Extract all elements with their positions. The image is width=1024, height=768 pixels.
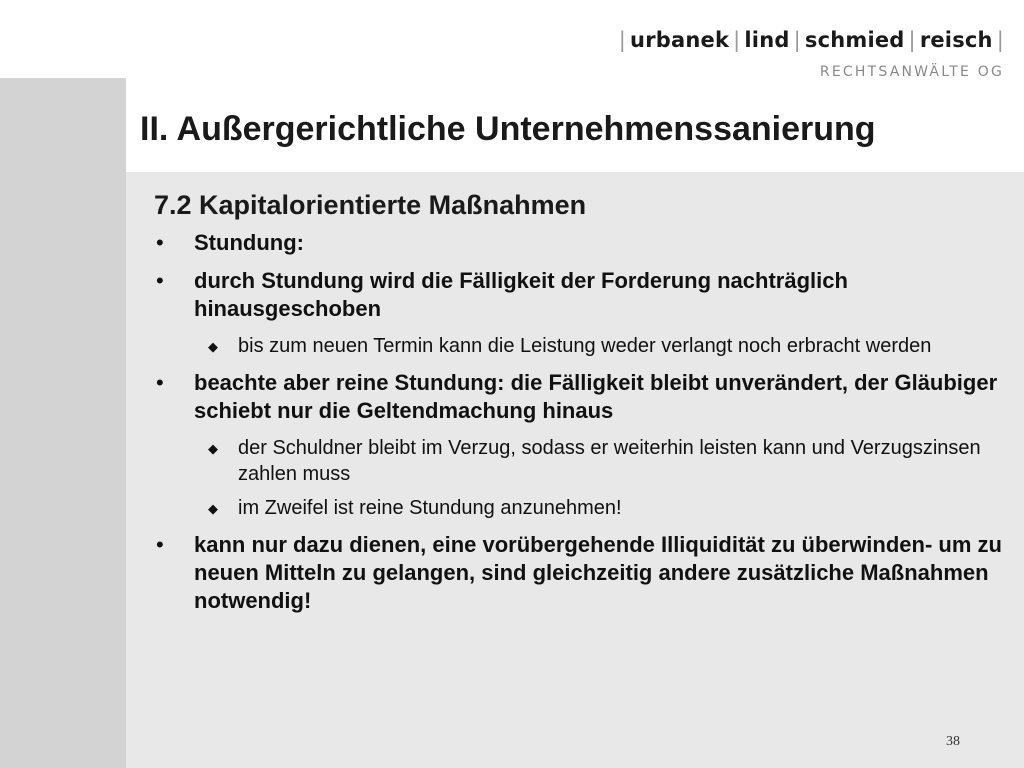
left-accent-bar xyxy=(0,78,126,768)
slide-title: II. Außergerichtliche Unternehmenssanierung xyxy=(140,110,876,148)
page-number: 38 xyxy=(946,734,960,749)
logo-part-schmied: schmied xyxy=(804,28,905,52)
slide-content xyxy=(154,190,1014,625)
bullet-dot-icon: • xyxy=(156,532,164,557)
logo-separator: | xyxy=(793,28,801,52)
bullet-dot-icon: • xyxy=(156,370,164,395)
section-heading: 7.2 Kapitalorientierte Maßnahmen xyxy=(154,190,587,220)
bullet-item xyxy=(154,531,1014,615)
sub-bullet-list xyxy=(194,435,1014,521)
logo-part-lind: lind xyxy=(744,28,790,52)
bullet-text: durch Stundung wird die Fälligkeit der Forderung nachträglich hinausgeschoben xyxy=(194,268,848,321)
sub-bullet-text: im Zweifel ist reine Stundung anzunehmen! xyxy=(238,497,622,519)
sub-bullet-item xyxy=(194,435,1014,487)
bullet-text: Stundung: xyxy=(194,230,304,255)
logo-separator: | xyxy=(733,28,741,52)
bullet-item xyxy=(154,267,1014,359)
diamond-bullet-icon: ◆ xyxy=(208,441,218,456)
bullet-item xyxy=(154,229,1014,257)
logo-separator: | xyxy=(908,28,916,52)
firm-tagline: RECHTSANWÄLTE OG xyxy=(819,64,1004,80)
sub-bullet-item xyxy=(194,333,1014,359)
sub-bullet-item xyxy=(194,495,1014,521)
sub-bullet-list xyxy=(194,333,1014,359)
sub-bullet-text: bis zum neuen Termin kann die Leistung weder verlangt noch erbracht werden xyxy=(238,335,932,357)
logo-part-reisch: reisch xyxy=(919,28,993,52)
firm-logo xyxy=(615,28,1008,52)
bullet-dot-icon: • xyxy=(156,268,164,293)
diamond-bullet-icon: ◆ xyxy=(208,501,218,516)
bullet-list xyxy=(154,229,1014,615)
bullet-dot-icon: • xyxy=(156,230,164,255)
logo-part-urbanek: urbanek xyxy=(630,28,730,52)
bullet-text: beachte aber reine Stundung: die Fälligkeit bleibt unverändert, der Gläubiger schiebt nur die Geltendmachung hinaus xyxy=(194,370,998,423)
bullet-item xyxy=(154,369,1014,521)
logo-separator: | xyxy=(996,28,1004,52)
sub-bullet-text: der Schuldner bleibt im Verzug, sodass er weiterhin leisten kann und Verzugszinsen zahlen muss xyxy=(238,437,981,485)
logo-separator: | xyxy=(618,28,627,52)
bullet-text: kann nur dazu dienen, eine vorübergehende Illiquidität zu überwinden- um zu neuen Mitteln zu gelangen, sind gleichzeitig andere zusätzliche Maßnahmen notwendig! xyxy=(194,532,1002,613)
diamond-bullet-icon: ◆ xyxy=(208,339,218,354)
